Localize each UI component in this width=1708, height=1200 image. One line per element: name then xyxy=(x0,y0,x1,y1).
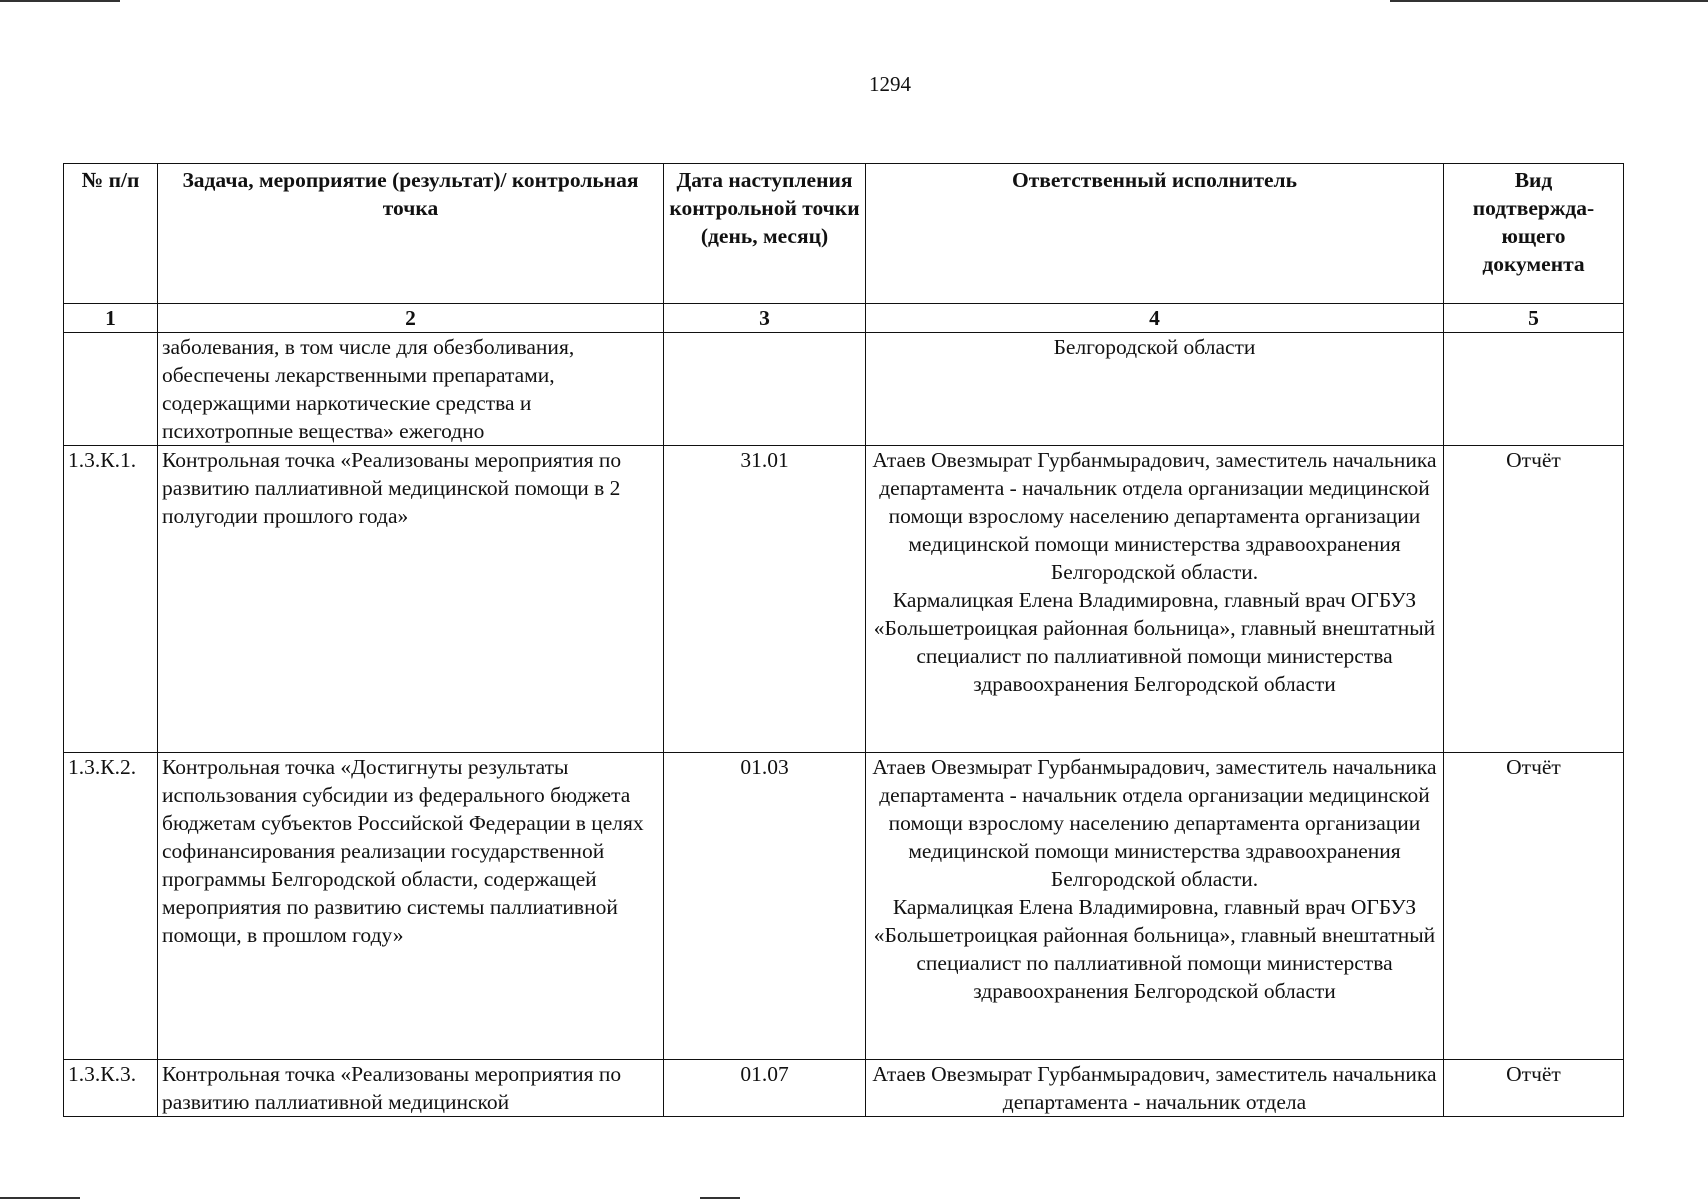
responsible-person: Кармалицкая Елена Владимировна, главный врач ОГБУЗ «Большетроицкая районная больница», главный внештатный специалист по паллиативной помощи министерства здравоохранения Белгородской области xyxy=(873,895,1436,1003)
responsible-person: Атаев Овезмырат Гурбанмырадович, заместитель начальника департамента - начальник отдела xyxy=(872,1062,1437,1114)
header-date: Дата наступления контрольной точки (день, месяц) xyxy=(664,164,866,304)
scan-edge-bottom-left xyxy=(0,1197,80,1199)
row-document-type: Отчёт xyxy=(1444,446,1624,753)
responsible-person: Атаев Овезмырат Гурбанмырадович, заместитель начальника департамента - начальник отдела организации медицинской помощи взрослому населению департамента организации медицинской помощи министерства здравоохранения Белгородской области. xyxy=(872,755,1437,891)
table-row xyxy=(64,446,1624,753)
row-document-type: Отчёт xyxy=(1444,753,1624,1060)
page-number: 1294 xyxy=(869,72,911,96)
column-number: 4 xyxy=(866,304,1444,333)
column-number: 5 xyxy=(1444,304,1624,333)
row-date: 01.03 xyxy=(664,753,866,1060)
row-task: заболевания, в том числе для обезболивания, обеспечены лекарственными препаратами, содержащими наркотические средства и психотропные вещества» ежегодно xyxy=(158,333,664,446)
row-number: 1.3.К.1. xyxy=(64,446,158,753)
column-number-row xyxy=(64,304,1624,333)
row-date: 01.07 xyxy=(664,1060,866,1117)
scan-edge-top-right xyxy=(1390,0,1708,2)
column-number: 3 xyxy=(664,304,866,333)
header-number: № п/п xyxy=(64,164,158,304)
row-responsible xyxy=(866,333,1444,446)
responsible-person: Белгородской области xyxy=(1053,335,1256,359)
column-number: 1 xyxy=(64,304,158,333)
control-points-table xyxy=(63,163,1624,1117)
row-document-type xyxy=(1444,333,1624,446)
row-responsible xyxy=(866,1060,1444,1117)
row-date xyxy=(664,333,866,446)
row-task: Контрольная точка «Реализованы мероприятия по развитию паллиативной медицинской xyxy=(158,1060,664,1117)
table-row xyxy=(64,1060,1624,1117)
row-number: 1.3.К.2. xyxy=(64,753,158,1060)
row-task: Контрольная точка «Достигнуты результаты использования субсидии из федерального бюджета бюджетам субъектов Российской Федерации в целях софинансирования реализации государственной программы Белгородской области, содержащей мероприятия по развитию системы паллиативной помощи, в прошлом году» xyxy=(158,753,664,1060)
table-row xyxy=(64,753,1624,1060)
responsible-person: Атаев Овезмырат Гурбанмырадович, заместитель начальника департамента - начальник отдела организации медицинской помощи взрослому населению департамента организации медицинской помощи министерства здравоохранения Белгородской области. xyxy=(872,448,1437,584)
scan-edge-top-left xyxy=(0,0,120,2)
header-responsible: Ответственный исполнитель xyxy=(866,164,1444,304)
header-task: Задача, мероприятие (результат)/ контрольная точка xyxy=(158,164,664,304)
table-header-row xyxy=(64,164,1624,304)
row-document-type: Отчёт xyxy=(1444,1060,1624,1117)
row-responsible xyxy=(866,446,1444,753)
row-number xyxy=(64,333,158,446)
row-task: Контрольная точка «Реализованы мероприятия по развитию паллиативной медицинской помощи в 2 полугодии прошлого года» xyxy=(158,446,664,753)
table-row xyxy=(64,333,1624,446)
responsible-person: Кармалицкая Елена Владимировна, главный врач ОГБУЗ «Большетроицкая районная больница», главный внештатный специалист по паллиативной помощи министерства здравоохранения Белгородской области xyxy=(873,588,1436,696)
header-document-type: Вид подтвержда-ющего документа xyxy=(1444,164,1624,304)
row-number: 1.3.К.3. xyxy=(64,1060,158,1117)
row-responsible xyxy=(866,753,1444,1060)
scan-edge-bottom-mid xyxy=(700,1197,740,1199)
column-number: 2 xyxy=(158,304,664,333)
row-date: 31.01 xyxy=(664,446,866,753)
